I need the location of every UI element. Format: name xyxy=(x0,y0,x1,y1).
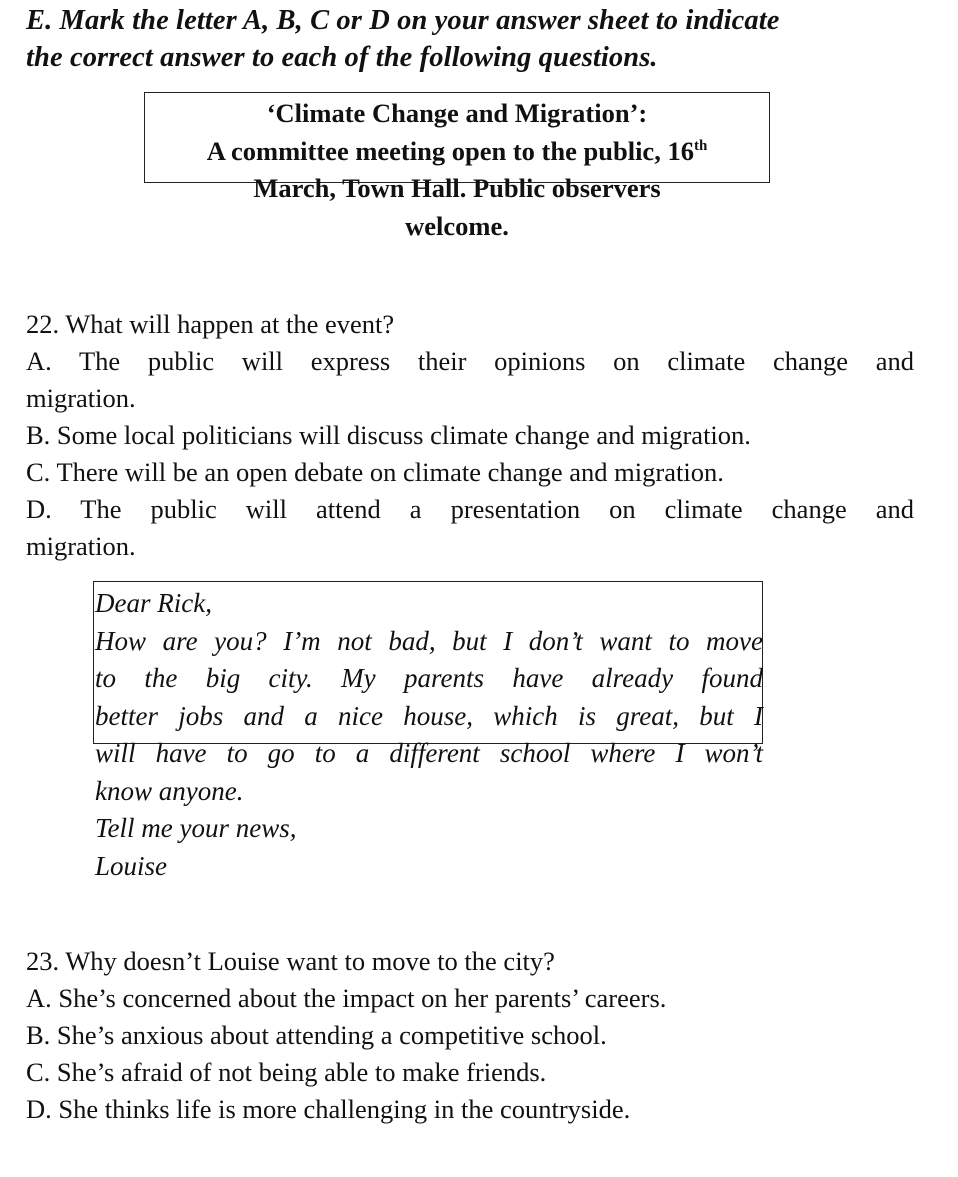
instruction-line: E. Mark the letter A, B, C or D on your answer sheet to indicate xyxy=(26,5,780,36)
option-d[interactable] xyxy=(26,491,914,565)
question-stem: 23. Why doesn’t Louise want to move to the city? xyxy=(26,946,555,976)
notice-title: ‘Climate Change and Migration’: xyxy=(266,98,648,128)
option-text-cont: migration. xyxy=(26,531,136,561)
option-text: C. There will be an open debate on climate change and migration. xyxy=(26,457,724,487)
option-c[interactable] xyxy=(26,1054,914,1091)
letter-greeting: Dear Rick, xyxy=(95,588,212,618)
letter-signature: Louise xyxy=(95,850,168,881)
option-text: C. She’s afraid of not being able to make friends. xyxy=(26,1057,547,1087)
option-text: D. The public will attend a presentation on climate change and xyxy=(26,494,914,524)
question-23 xyxy=(26,943,914,1128)
option-text: B. She’s anxious about attending a competitive school. xyxy=(26,1020,607,1050)
option-text: A. The public will express their opinions on climate change and xyxy=(26,346,914,376)
letter-body-line: will have to go to a different school where I won’t xyxy=(95,738,763,768)
letter xyxy=(95,585,763,885)
notice-line-2-main: A committee meeting open to the public, 16 xyxy=(206,135,694,166)
option-b[interactable] xyxy=(26,417,914,454)
option-b[interactable] xyxy=(26,1017,914,1054)
question-stem: 22. What will happen at the event? xyxy=(26,309,395,339)
option-text: D. She thinks life is more challenging in the countryside. xyxy=(26,1094,631,1124)
option-c[interactable] xyxy=(26,454,914,491)
section-instruction xyxy=(26,2,926,76)
option-a[interactable] xyxy=(26,980,914,1017)
question-22 xyxy=(26,306,914,565)
instruction-line: the correct answer to each of the following questions. xyxy=(26,42,658,73)
option-d[interactable] xyxy=(26,1091,914,1128)
letter-body-line: to the big city. My parents have already found xyxy=(95,663,763,693)
option-text: B. Some local politicians will discuss climate change and migration. xyxy=(26,420,751,450)
notice-text xyxy=(100,95,814,245)
notice-line-4: welcome. xyxy=(405,210,509,241)
letter-closing: Tell me your news, xyxy=(95,813,297,843)
notice-line-2 xyxy=(100,133,814,171)
option-text-cont: migration. xyxy=(26,383,136,413)
letter-body-line: better jobs and a nice house, which is great, but I xyxy=(95,700,763,731)
option-a[interactable] xyxy=(26,343,914,417)
letter-body-line: know anyone. xyxy=(95,775,244,806)
letter-body-line: How are you? I’m not bad, but I don’t want to move xyxy=(95,625,763,656)
notice-line-3: March, Town Hall. Public observers xyxy=(253,173,661,203)
option-text: A. She’s concerned about the impact on her parents’ careers. xyxy=(26,983,667,1013)
ordinal-suffix: th xyxy=(693,137,708,154)
